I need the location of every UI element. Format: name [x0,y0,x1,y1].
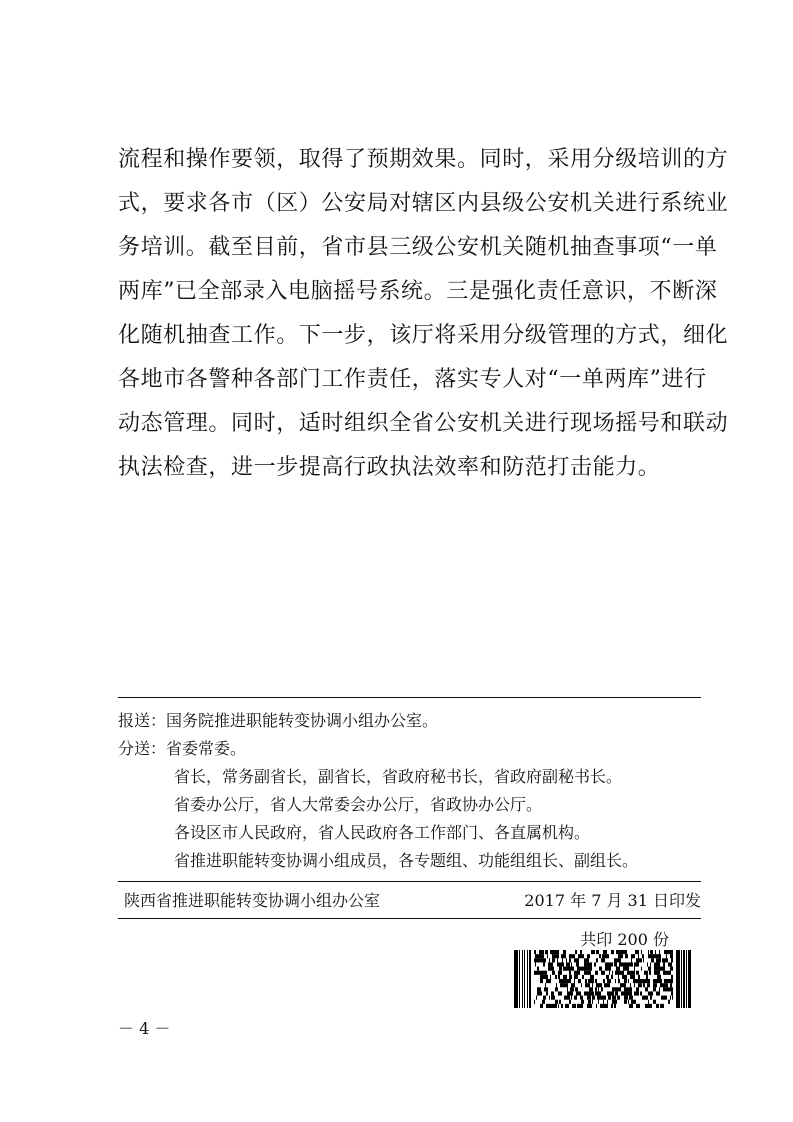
body-line: 流程和操作要领，取得了预期效果。同时，采用分级培训的方 [118,147,729,172]
divider-middle [118,881,701,882]
body-line: 式，要求各市（区）公安局对辖区内县级公安机关进行系统业 [118,191,729,216]
page-number: － 4 － [118,1019,171,1038]
body-line: 各地市各警种各部门工作责任，落实专人对“一单两库”进行 [118,367,707,392]
copy-to-label: 分送：省委常委。 [118,739,247,758]
distribution-block [118,707,701,875]
issuer: 陕西省推进职能转变协调小组办公室 [124,891,381,910]
body-line: 两库”已全部录入电脑摇号系统。三是强化责任意识，不断深 [118,279,718,304]
report-to: 报送：国务院推进职能转变协调小组办公室。 [118,711,439,730]
pdf417-barcode-icon [514,950,691,1008]
copies-count: 共印 200 份 [580,930,669,949]
divider-bottom [118,918,701,919]
issue-date: 2017 年 7 月 31 日印发 [524,891,701,910]
body-line: 务培训。截至目前，省市县三级公安机关随机抽查事项“一单 [118,235,718,260]
body-line: 化随机抽查工作。下一步，该厅将采用分级管理的方式，细化 [118,323,729,348]
copy-to-item: 省委办公厅，省人大常委会办公厅，省政协办公厅。 [174,795,543,814]
body-text [118,138,729,490]
copy-to-item: 各设区市人民政府，省人民政府各工作部门、各直属机构。 [174,823,591,842]
divider-top [118,697,701,698]
copy-to-item: 省推进职能转变协调小组成员，各专题组、功能组组长、副组长。 [174,851,639,870]
body-line: 执法检查，进一步提高行政执法效率和防范打击能力。 [118,455,661,480]
body-line: 动态管理。同时，适时组织全省公安机关进行现场摇号和联动 [118,411,729,436]
copy-to-item: 省长，常务副省长，副省长，省政府秘书长，省政府副秘书长。 [174,767,623,786]
